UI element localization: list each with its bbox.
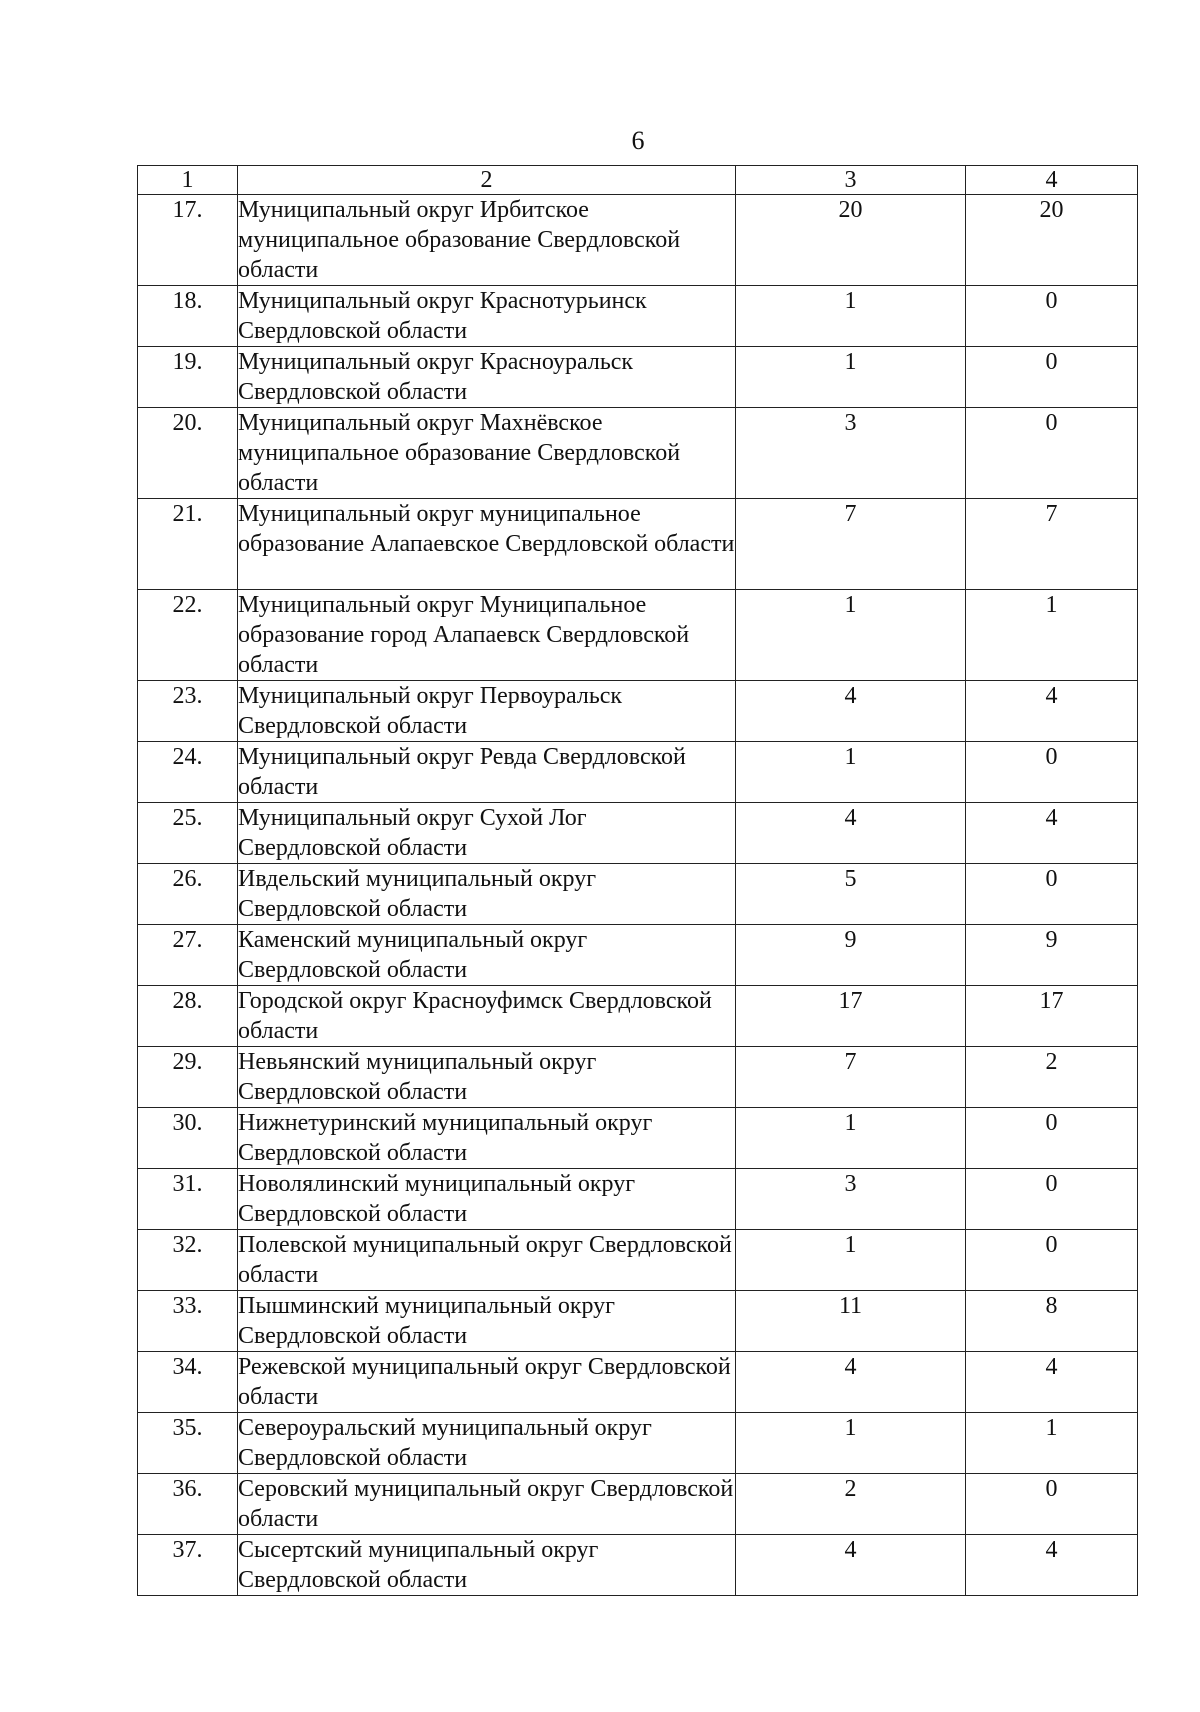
row-number-cell: 28. [138,986,238,1047]
column-4-value-cell: 7 [966,499,1138,590]
table-row [138,590,1138,681]
data-table [137,165,1138,1596]
row-number-cell: 37. [138,1535,238,1596]
municipality-name-cell: Муниципальный округ Краснотурьинск Свердловской области [238,286,736,347]
table-row [138,681,1138,742]
column-4-value-cell: 0 [966,286,1138,347]
table-header-row [138,166,1138,195]
table-row [138,1413,1138,1474]
municipality-name-cell: Пышминский муниципальный округ Свердловской области [238,1291,736,1352]
row-number-cell: 29. [138,1047,238,1108]
table-row [138,986,1138,1047]
page-number: 6 [631,126,645,155]
municipality-name-cell: Новолялинский муниципальный округ Свердловской области [238,1169,736,1230]
column-4-value-cell: 0 [966,408,1138,499]
column-3-value-cell: 7 [736,1047,966,1108]
row-number-cell: 22. [138,590,238,681]
column-4-value-cell: 2 [966,1047,1138,1108]
column-4-value-cell: 8 [966,1291,1138,1352]
row-number-cell: 21. [138,499,238,590]
table-row [138,1169,1138,1230]
table-row [138,864,1138,925]
table-row [138,1535,1138,1596]
table-row [138,1047,1138,1108]
table-row [138,195,1138,286]
row-number-cell: 30. [138,1108,238,1169]
table-row [138,1230,1138,1291]
column-3-value-cell: 11 [736,1291,966,1352]
column-3-value-cell: 4 [736,803,966,864]
table-row [138,499,1138,590]
column-4-value-cell: 20 [966,195,1138,286]
row-number-cell: 23. [138,681,238,742]
municipality-name-cell: Режевской муниципальный округ Свердловской области [238,1352,736,1413]
row-number-cell: 25. [138,803,238,864]
municipality-name-cell: Муниципальный округ Ирбитское муниципальное образование Свердловской области [238,195,736,286]
row-number-cell: 31. [138,1169,238,1230]
column-3-value-cell: 4 [736,681,966,742]
municipality-name-cell: Невьянский муниципальный округ Свердловской области [238,1047,736,1108]
municipality-name-cell: Муниципальный округ Муниципальное образование город Алапаевск Свердловской области [238,590,736,681]
municipality-name-cell: Серовский муниципальный округ Свердловской области [238,1474,736,1535]
column-3-value-cell: 1 [736,1230,966,1291]
column-3-value-cell: 3 [736,408,966,499]
row-number-cell: 19. [138,347,238,408]
row-number-cell: 20. [138,408,238,499]
row-number-cell: 34. [138,1352,238,1413]
column-4-value-cell: 17 [966,986,1138,1047]
column-4-value-cell: 0 [966,742,1138,803]
table-row [138,1474,1138,1535]
column-3-value-cell: 1 [736,1108,966,1169]
table-row [138,1291,1138,1352]
municipality-name-cell: Нижнетуринский муниципальный округ Свердловской области [238,1108,736,1169]
column-4-value-cell: 0 [966,864,1138,925]
column-3-value-cell: 5 [736,864,966,925]
table-row [138,742,1138,803]
table-row [138,408,1138,499]
row-number-cell: 18. [138,286,238,347]
table-row [138,1108,1138,1169]
row-number-cell: 27. [138,925,238,986]
municipality-name-cell: Каменский муниципальный округ Свердловской области [238,925,736,986]
column-4-value-cell: 0 [966,1169,1138,1230]
row-number-cell: 26. [138,864,238,925]
table-row [138,925,1138,986]
municipality-name-cell: Полевской муниципальный округ Свердловской области [238,1230,736,1291]
column-3-value-cell: 4 [736,1535,966,1596]
municipality-name-cell: Муниципальный округ Первоуральск Свердловской области [238,681,736,742]
row-number-cell: 35. [138,1413,238,1474]
column-4-value-cell: 4 [966,803,1138,864]
column-3-value-cell: 1 [736,286,966,347]
municipality-name-cell: Муниципальный округ Ревда Свердловской области [238,742,736,803]
column-4-value-cell: 4 [966,1535,1138,1596]
header-cell-1: 1 [138,166,238,195]
column-4-value-cell: 0 [966,1108,1138,1169]
row-number-cell: 36. [138,1474,238,1535]
column-3-value-cell: 1 [736,742,966,803]
municipality-name-cell: Североуральский муниципальный округ Свердловской области [238,1413,736,1474]
column-3-value-cell: 20 [736,195,966,286]
municipality-name-cell: Ивдельский муниципальный округ Свердловской области [238,864,736,925]
table-row [138,803,1138,864]
column-3-value-cell: 1 [736,590,966,681]
column-3-value-cell: 9 [736,925,966,986]
row-number-cell: 17. [138,195,238,286]
column-3-value-cell: 7 [736,499,966,590]
column-4-value-cell: 1 [966,1413,1138,1474]
table-row [138,286,1138,347]
municipality-name-cell: Сысертский муниципальный округ Свердловской области [238,1535,736,1596]
column-3-value-cell: 2 [736,1474,966,1535]
column-4-value-cell: 0 [966,347,1138,408]
column-4-value-cell: 9 [966,925,1138,986]
column-3-value-cell: 1 [736,347,966,408]
column-4-value-cell: 1 [966,590,1138,681]
municipality-name-cell: Муниципальный округ Махнёвское муниципальное образование Свердловской области [238,408,736,499]
table-row [138,1352,1138,1413]
row-number-cell: 33. [138,1291,238,1352]
header-cell-4: 4 [966,166,1138,195]
municipality-name-cell: Муниципальный округ Красноуральск Свердловской области [238,347,736,408]
column-4-value-cell: 4 [966,681,1138,742]
municipality-name-cell: Городской округ Красноуфимск Свердловской области [238,986,736,1047]
header-cell-2: 2 [238,166,736,195]
column-3-value-cell: 4 [736,1352,966,1413]
column-3-value-cell: 3 [736,1169,966,1230]
header-cell-3: 3 [736,166,966,195]
municipality-name-cell: Муниципальный округ Сухой Лог Свердловской области [238,803,736,864]
row-number-cell: 24. [138,742,238,803]
column-4-value-cell: 4 [966,1352,1138,1413]
column-3-value-cell: 17 [736,986,966,1047]
row-number-cell: 32. [138,1230,238,1291]
municipality-name-cell: Муниципальный округ муниципальное образование Алапаевское Свердловской области [238,499,736,590]
column-4-value-cell: 0 [966,1230,1138,1291]
column-4-value-cell: 0 [966,1474,1138,1535]
column-3-value-cell: 1 [736,1413,966,1474]
table-row [138,347,1138,408]
